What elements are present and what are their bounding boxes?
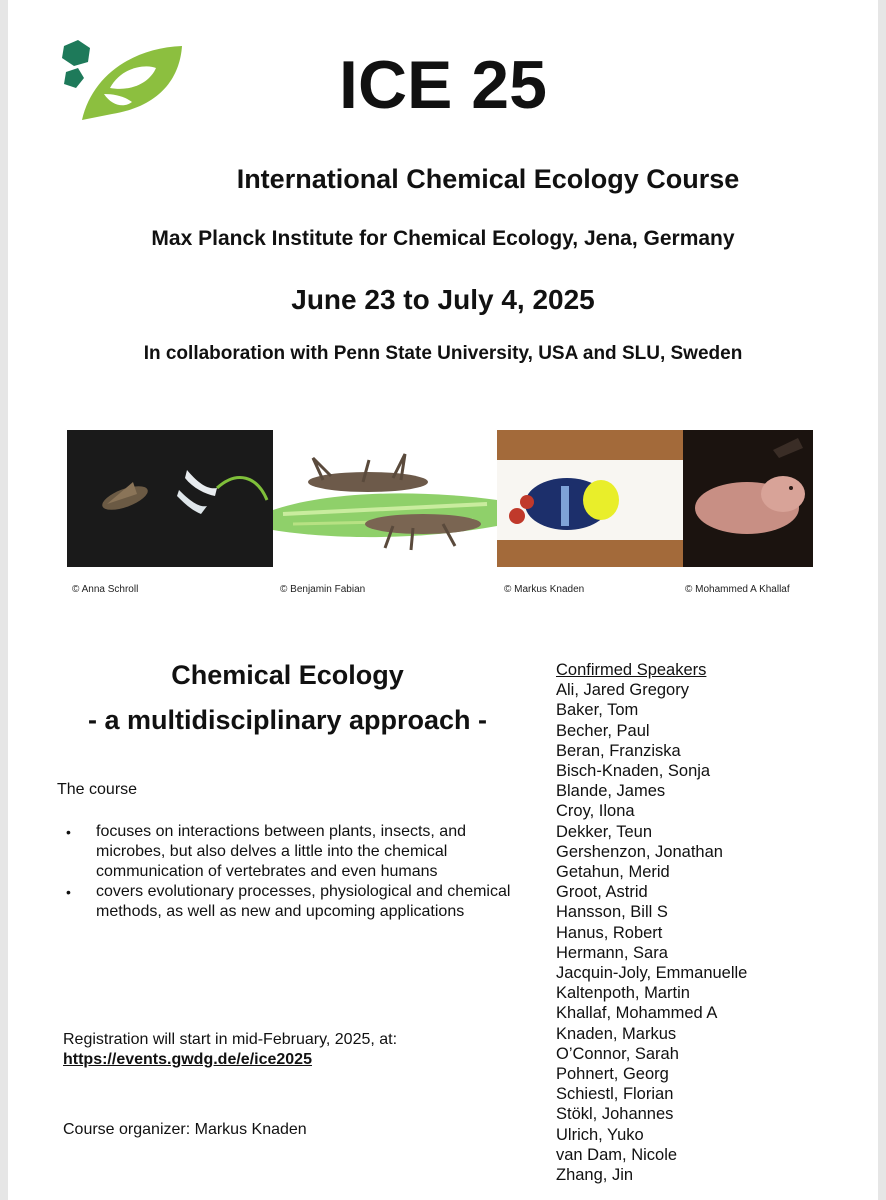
- course-intro: The course: [57, 781, 138, 798]
- speakers-list: [556, 660, 747, 1185]
- speaker-name: Kaltenpoth, Martin: [556, 984, 690, 1003]
- speaker-name: Pohnert, Georg: [556, 1065, 669, 1084]
- speaker-name: Schiestl, Florian: [556, 1085, 674, 1104]
- speaker-name: van Dam, Nicole: [556, 1145, 678, 1164]
- photo-credit-3: © Markus Knaden: [504, 584, 585, 595]
- speakers-heading: Confirmed Speakers: [556, 661, 707, 679]
- speaker-name: Blande, James: [556, 782, 666, 801]
- bullet-item: • focuses on interactions between plants, insects, and microbes, but also delves a little into the chemical communication of vertebrates and even humans: [58, 822, 520, 882]
- speaker-name: Zhang, Jin: [556, 1166, 634, 1185]
- course-subtitle: International Chemical Ecology Course: [236, 164, 740, 194]
- poster-title: ICE 25: [339, 47, 547, 123]
- speaker-name: Gershenzon, Jonathan: [556, 842, 723, 861]
- speaker-name: Bisch-Knaden, Sonja: [556, 762, 711, 781]
- registration-text: Registration will start in mid-February, 2025, at:: [63, 1031, 398, 1048]
- speaker-name: Khallaf, Mohammed A: [556, 1004, 718, 1023]
- registration-link[interactable]: https://events.gwdg.de/e/ice2025: [63, 1051, 312, 1068]
- speaker-name: O’Connor, Sarah: [556, 1044, 679, 1063]
- bullet-item: • covers evolutionary processes, physiological and chemical methods, as well as new and upcoming applications: [58, 882, 520, 922]
- speaker-name: Becher, Paul: [556, 721, 650, 740]
- speaker-name: Hanus, Robert: [556, 923, 663, 942]
- speaker-name: Jacquin-Joly, Emmanuelle: [556, 964, 748, 983]
- speaker-name: Stökl, Johannes: [556, 1105, 674, 1124]
- course-bullets: [58, 822, 520, 922]
- naked-mole-rat-photo: [683, 430, 813, 567]
- section-heading: Chemical Ecology: [171, 660, 404, 690]
- speaker-name: Beran, Franziska: [556, 741, 681, 760]
- speaker-name: Dekker, Teun: [556, 822, 653, 841]
- speaker-name: Hermann, Sara: [556, 943, 668, 962]
- collaboration-line: In collaboration with Penn State University, USA and SLU, Sweden: [143, 343, 743, 364]
- speaker-name: Knaden, Markus: [556, 1024, 677, 1043]
- photo-credit-1: © Anna Schroll: [72, 584, 139, 595]
- child-crawling-photo: [497, 430, 683, 567]
- moth-and-flower-photo: [67, 430, 273, 567]
- section-subheading: - a multidisciplinary approach -: [87, 705, 488, 735]
- speaker-name: Getahun, Merid: [556, 863, 670, 882]
- photo-credit-4: © Mohammed A Khallaf: [685, 584, 790, 595]
- institute-line: Max Planck Institute for Chemical Ecology, Jena, Germany: [151, 227, 735, 250]
- locusts-on-grass-photo: [273, 430, 497, 567]
- speaker-name: Ali, Jared Gregory: [556, 681, 689, 700]
- course-organizer: Course organizer: Markus Knaden: [63, 1121, 307, 1138]
- course-dates: June 23 to July 4, 2025: [291, 284, 595, 315]
- speaker-name: Groot, Astrid: [556, 883, 648, 902]
- speaker-name: Hansson, Bill S: [556, 903, 668, 922]
- photo-credit-2: © Benjamin Fabian: [280, 584, 366, 595]
- speaker-name: Ulrich, Yuko: [556, 1125, 644, 1144]
- speaker-name: Croy, Ilona: [556, 802, 635, 821]
- speaker-name: Baker, Tom: [556, 701, 639, 720]
